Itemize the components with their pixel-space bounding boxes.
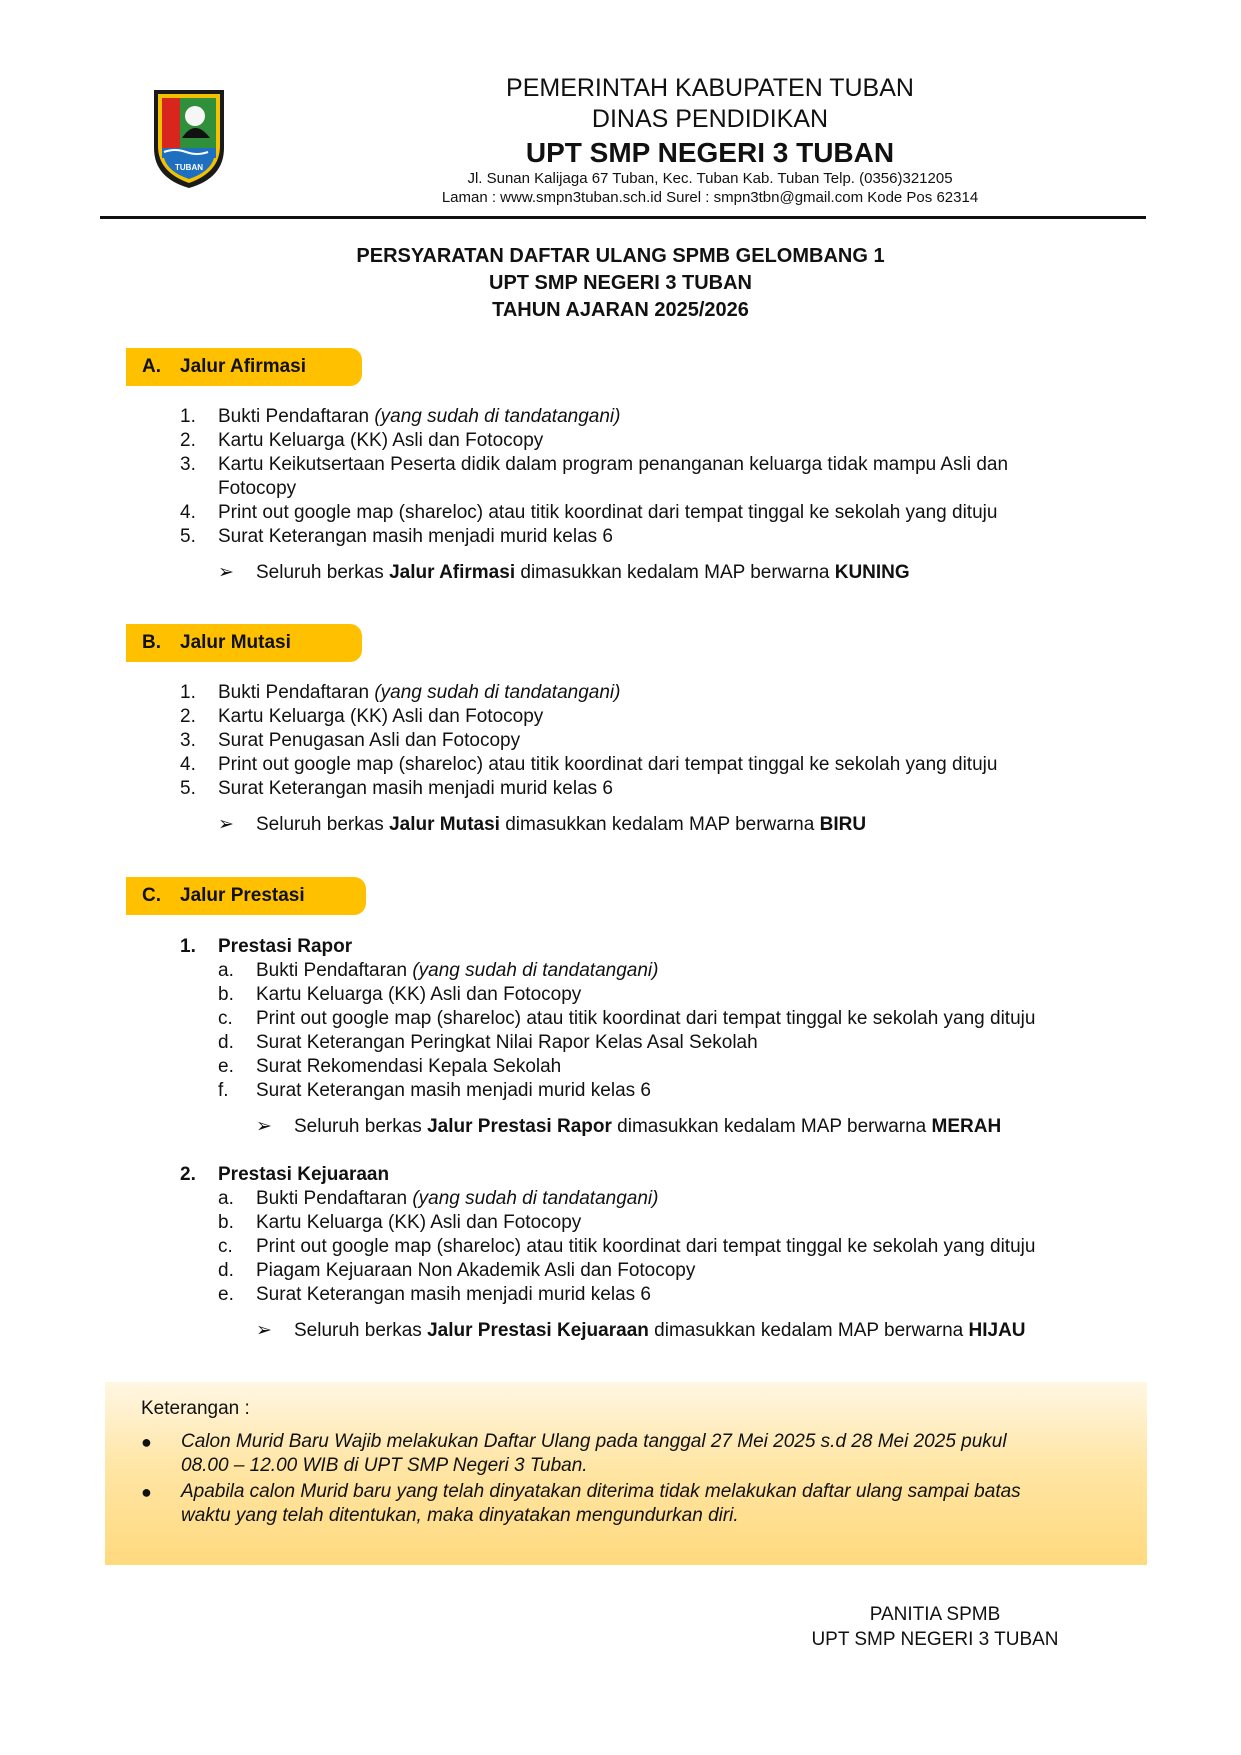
document-subtitle-year: TAHUN AJARAN 2025/2026	[492, 299, 749, 321]
arrow-bullet-icon: ➢	[218, 814, 234, 835]
signature-school: UPT SMP NEGERI 3 TUBAN	[811, 1629, 1059, 1650]
signature-committee: PANITIA SPMB	[869, 1604, 1001, 1625]
section-b-title: Jalur Mutasi	[180, 632, 291, 653]
section-a-note: ➢ Seluruh berkas Jalur Afirmasi dimasukkan kedalam MAP berwarna KUNING	[218, 562, 910, 583]
keterangan-label: Keterangan :	[141, 1398, 250, 1419]
subsection-kejuaraan-note: ➢ Seluruh berkas Jalur Prestasi Kejuaraan dimasukkan kedalam MAP berwarna HIJAU	[256, 1320, 1026, 1341]
section-b-note: ➢ Seluruh berkas Jalur Mutasi dimasukkan kedalam MAP berwarna BIRU	[218, 814, 867, 835]
arrow-bullet-icon: ➢	[256, 1116, 272, 1137]
arrow-bullet-icon: ➢	[218, 562, 234, 583]
header-divider	[100, 216, 1146, 219]
document-title: PERSYARATAN DAFTAR ULANG SPMB GELOMBANG 1	[356, 245, 885, 267]
svg-text:TUBAN: TUBAN	[175, 163, 203, 172]
section-a-title: Jalur Afirmasi	[180, 356, 307, 377]
document-subtitle-school: UPT SMP NEGERI 3 TUBAN	[489, 272, 752, 294]
section-a-header: A. Jalur Afirmasi	[126, 348, 362, 386]
bullet-icon: ●	[141, 1482, 152, 1502]
keterangan-item: ● Apabila calon Murid baru yang telah dinyatakan diterima tidak melakukan daftar ulang sampai batas waktu yang telah ditentukan, maka dinyatakan mengundurkan diri.	[141, 1481, 1021, 1526]
header-contact: Laman : www.smpn3tuban.sch.id Surel : smpn3tbn@gmail.com Kode Pos 62314	[441, 189, 979, 206]
bullet-icon: ●	[141, 1432, 152, 1452]
subsection-rapor-note: ➢ Seluruh berkas Jalur Prestasi Rapor dimasukkan kedalam MAP berwarna MERAH	[256, 1116, 1002, 1137]
section-b-header: B. Jalur Mutasi	[126, 624, 362, 662]
section-c-header: C. Jalur Prestasi	[126, 877, 366, 915]
arrow-bullet-icon: ➢	[256, 1320, 272, 1341]
regency-crest-logo	[150, 86, 228, 190]
section-c-title: Jalur Prestasi	[180, 885, 305, 906]
header-school-name: UPT SMP NEGERI 3 TUBAN	[525, 137, 895, 168]
keterangan-item: ● Calon Murid Baru Wajib melakukan Daftar Ulang pada tanggal 27 Mei 2025 s.d 28 Mei 2025 pukul 08.00 – 12.00 WIB di UPT SMP Negeri 3 Tuban.	[141, 1431, 1007, 1476]
header-address: Jl. Sunan Kalijaga 67 Tuban, Kec. Tuban Kab. Tuban Telp. (0356)321205	[467, 170, 953, 187]
header-government: PEMERINTAH KABUPATEN TUBAN	[506, 74, 914, 102]
header-department: DINAS PENDIDIKAN	[591, 105, 829, 133]
